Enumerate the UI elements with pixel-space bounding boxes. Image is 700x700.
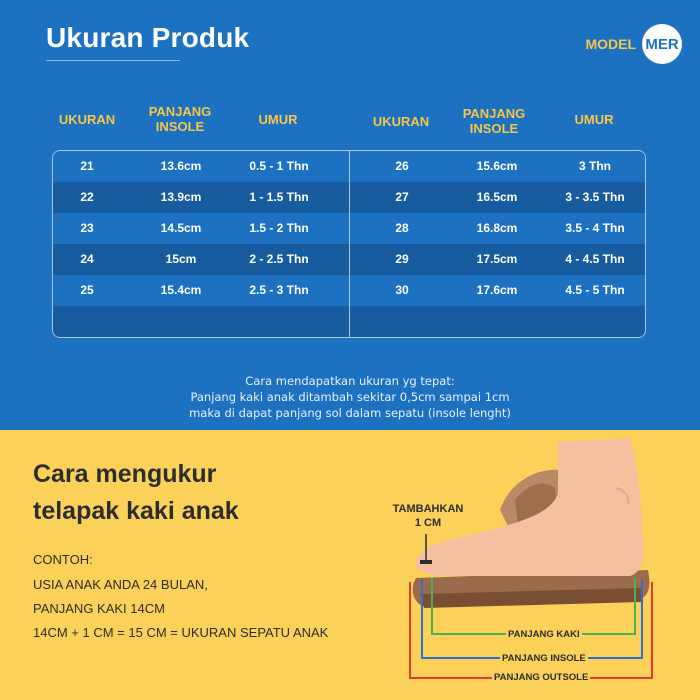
- label-panjang-insole: PANJANG INSOLE: [502, 653, 586, 664]
- tip-line: Panjang kaki anak ditambah sekitar 0,5cm sampai 1cm: [190, 390, 510, 404]
- cell-size: 21: [80, 159, 94, 173]
- label-panjang-outsole: PANJANG OUTSOLE: [494, 672, 589, 683]
- guide-heading-2: telapak kaki anak: [33, 497, 239, 525]
- cell-age: 4.5 - 5 Thn: [565, 283, 625, 297]
- example-label: CONTOH:: [33, 552, 93, 567]
- cell-size: 29: [395, 252, 409, 266]
- tip-line: Cara mendapatkan ukuran yg tepat:: [245, 374, 455, 388]
- cell-size: 28: [395, 221, 409, 235]
- header-umur-left: UMUR: [258, 112, 298, 127]
- header-umur-right: UMUR: [574, 112, 614, 127]
- cell-insole: 16.8cm: [476, 221, 518, 235]
- label-panjang-kaki: PANJANG KAKI: [508, 629, 580, 640]
- model-badge: [585, 24, 682, 64]
- header-insole-left: PANJANG INSOLE: [148, 104, 212, 134]
- guide-heading-1: Cara mengukur: [33, 460, 217, 488]
- model-label: MODEL: [585, 36, 636, 52]
- model-value: MER: [642, 24, 682, 64]
- cell-age: 3 Thn: [579, 159, 611, 173]
- example-line: PANJANG KAKI 14CM: [33, 601, 165, 616]
- cell-insole: 14.5cm: [160, 221, 202, 235]
- header-insole-right: PANJANG INSOLE: [462, 106, 526, 136]
- add-label-line: TAMBAHKAN: [392, 503, 464, 515]
- cell-insole: 15.6cm: [476, 159, 518, 173]
- header-ukuran-right: UKURAN: [372, 114, 430, 129]
- header-ukuran-left: UKURAN: [58, 112, 116, 127]
- cell-size: 25: [80, 283, 94, 297]
- add-1cm-label: [376, 502, 480, 530]
- cell-insole: 16.5cm: [476, 190, 518, 204]
- cell-size: 30: [395, 283, 409, 297]
- cell-size: 22: [80, 190, 94, 204]
- cell-insole: 13.6cm: [160, 159, 202, 173]
- example-line: USIA ANAK ANDA 24 BULAN,: [33, 577, 208, 592]
- cell-insole: 15cm: [165, 252, 197, 266]
- cell-size: 23: [80, 221, 94, 235]
- cell-insole: 15.4cm: [160, 283, 202, 297]
- cell-age: 2 - 2.5 Thn: [249, 252, 309, 266]
- cell-age: 4 - 4.5 Thn: [565, 252, 625, 266]
- page-title: Ukuran Produk: [46, 22, 250, 53]
- cell-insole: 17.6cm: [476, 283, 518, 297]
- cell-age: 1 - 1.5 Thn: [249, 190, 309, 204]
- cell-insole: 17.5cm: [476, 252, 518, 266]
- add-label-line: 1 CM: [414, 517, 442, 529]
- cell-age: 3.5 - 4 Thn: [565, 221, 625, 235]
- cell-size: 27: [395, 190, 409, 204]
- title-underline: [46, 60, 180, 61]
- cell-age: 3 - 3.5 Thn: [565, 190, 625, 204]
- cell-size: 26: [395, 159, 409, 173]
- cell-size: 24: [80, 252, 94, 266]
- table-divider: [349, 151, 350, 337]
- cell-age: 0.5 - 1 Thn: [249, 159, 309, 173]
- tip-line: maka di dapat panjang sol dalam sepatu (insole lenght): [189, 406, 511, 420]
- cell-age: 2.5 - 3 Thn: [249, 283, 309, 297]
- size-tip: [0, 373, 700, 421]
- cell-insole: 13.9cm: [160, 190, 202, 204]
- size-table: [52, 150, 646, 338]
- cell-age: 1.5 - 2 Thn: [249, 221, 309, 235]
- example-formula: 14CM + 1 CM = 15 CM = UKURAN SEPATU ANAK: [33, 625, 329, 640]
